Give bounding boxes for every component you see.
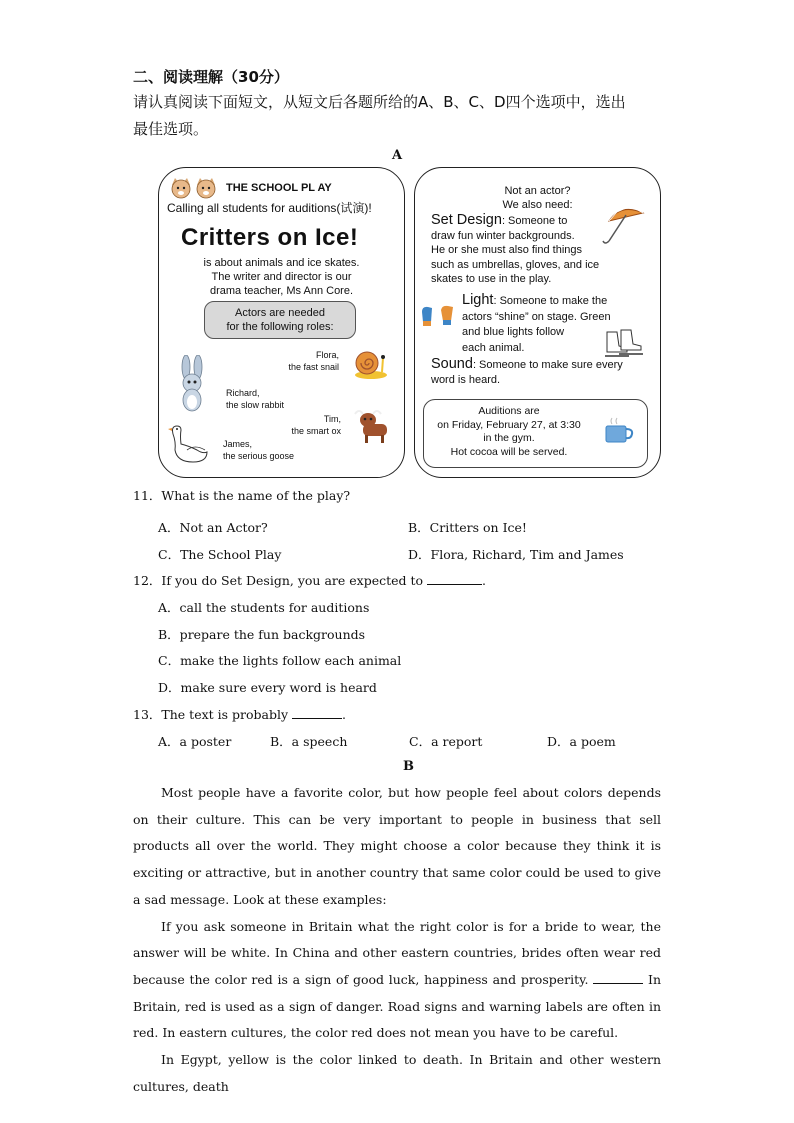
actors-needed-line: Actors are needed <box>235 307 325 319</box>
q13-stem-end: . <box>342 707 347 722</box>
goose-icon <box>167 420 211 471</box>
auditions-line: on Friday, February 27, at 3:30 <box>437 418 581 431</box>
set-design-line: : Someone to <box>501 215 568 227</box>
actors-needed-line: for the following roles: <box>226 321 334 333</box>
umbrella-icon <box>601 201 647 252</box>
section-title: 二、阅读理解（30分） <box>133 68 289 86</box>
q12-stem-text: 12．If you do Set Design, you are expected to <box>133 573 424 588</box>
play-description <box>159 256 404 298</box>
set-design-line: He or she must also find things <box>431 244 583 256</box>
sound-line: : Someone to make sure every <box>472 359 623 371</box>
auditions-line: Auditions are <box>478 405 540 417</box>
light-line: : Someone to make the <box>493 295 608 307</box>
q13-option-d[interactable]: D．a poem <box>547 734 616 749</box>
q12-stem-end: . <box>482 573 487 588</box>
sound-block <box>431 357 656 388</box>
desc-line: is about animals and ice skates. <box>203 257 360 269</box>
paragraph-2-part-1: If you ask someone in Britain what the right color is for a bride to wear, the answer will be white. In China and other eastern countries, brides often wear red because the color red is a sign of good luck, happiness and prosperity. <box>133 918 661 987</box>
set-design-line: such as umbrellas, gloves, and ice <box>431 258 600 271</box>
poster-left-panel <box>158 167 405 478</box>
q12-option-c[interactable]: C．make the lights follow each animal <box>158 653 402 668</box>
snail-icon <box>353 344 389 385</box>
instruction-line-1: 请认真阅读下面短文，从短文后各题所给的A、B、C、D四个选项中，选出 <box>133 93 626 111</box>
role-name: Flora, <box>315 350 339 360</box>
passage-b-body <box>133 780 661 1100</box>
ox-icon <box>351 406 391 451</box>
question-12-stem <box>133 571 486 589</box>
set-design-line: skates to use in the play. <box>431 273 552 285</box>
instruction-line-2: 最佳选项。 <box>133 120 209 138</box>
hot-cocoa-cup-icon <box>602 416 636 451</box>
passage-b-paragraph-3: In Egypt, yellow is the color linked to death. In Britain and other western cultures, death <box>133 1052 661 1094</box>
gloves-icon <box>419 304 457 339</box>
q11-option-a[interactable]: A．Not an Actor? <box>158 520 268 535</box>
q12-option-b[interactable]: B．prepare the fun backgrounds <box>158 627 366 642</box>
passage-a-label: A <box>392 148 403 163</box>
role-desc: the serious goose <box>223 451 295 461</box>
answer-blank[interactable] <box>292 708 342 719</box>
question-13-stem <box>133 705 346 723</box>
q11-option-c[interactable]: C．The School Play <box>158 547 282 562</box>
rabbit-icon <box>174 355 210 418</box>
paragraph-2-part-2: In Britain, red is used as a sign of danger. Road signs and warning labels are often in red. In eastern cultures, the color red does not mean you have to be careful. <box>133 971 662 1041</box>
q11-option-b[interactable]: B．Critters on Ice! <box>408 520 527 535</box>
auditions-line: Hot cocoa will be served. <box>450 445 568 458</box>
role-desc: the smart ox <box>291 426 341 436</box>
poster-right-panel <box>414 167 661 478</box>
desc-line: The writer and director is our <box>211 271 352 283</box>
auditions-line: in the gym. <box>483 432 535 444</box>
q11-option-d[interactable]: D．Flora, Richard, Tim and James <box>408 547 624 562</box>
light-line: each animal. <box>462 341 525 354</box>
role-name: Tim, <box>323 414 341 424</box>
role-desc: the fast snail <box>288 362 339 372</box>
q13-option-c[interactable]: C．a report <box>409 734 483 749</box>
not-actor-text: Not an actor? <box>504 185 571 197</box>
poster-calling: Calling all students for auditions(试演)! <box>167 201 372 215</box>
light-line: actors “shine” on stage. Green <box>462 310 611 323</box>
q13-stem-text: 13．The text is probably <box>133 707 289 722</box>
also-need-text: We also need: <box>502 199 573 211</box>
q13-option-b[interactable]: B．a speech <box>270 734 348 749</box>
q13-option-a[interactable]: A．a poster <box>158 734 232 749</box>
answer-blank[interactable] <box>593 973 643 984</box>
role-name: James, <box>223 439 253 449</box>
passage-b-paragraph-1: Most people have a favorite color, but how people feel about colors depends on their culture. This can be very important to people in business that sell products all over the world. They might choose a color because they think it is exciting or attractive, but in another country that same color could be used to give a sad message. Look at these examples: <box>133 785 661 907</box>
role-james <box>223 438 294 462</box>
role-flora <box>279 349 339 373</box>
actors-needed-box <box>204 301 356 339</box>
passage-b-paragraph-2 <box>133 914 661 1048</box>
desc-line: drama teacher, Ms Ann Core. <box>209 285 354 297</box>
auditions-box <box>423 399 648 468</box>
role-desc: the slow rabbit <box>226 400 285 410</box>
sound-label: Sound <box>431 356 473 372</box>
set-design-line: draw fun winter backgrounds. <box>431 229 575 242</box>
question-11-stem: 11．What is the name of the play? <box>133 488 351 503</box>
passage-b-label: B <box>403 759 414 774</box>
role-tim <box>279 413 341 437</box>
role-richard <box>226 387 284 411</box>
play-title: Critters on Ice! <box>181 224 359 251</box>
q12-option-a[interactable]: A．call the students for auditions <box>158 600 370 615</box>
poster-header: THE SCHOOL PL AY <box>226 182 332 194</box>
answer-blank[interactable] <box>427 574 482 585</box>
role-name: Richard, <box>226 388 260 398</box>
q12-option-d[interactable]: D．make sure every word is heard <box>158 680 377 695</box>
light-label: Light <box>462 292 494 308</box>
light-line: and blue lights follow <box>462 326 565 338</box>
set-design-label: Set Design <box>431 212 502 228</box>
sound-line: word is heard. <box>431 374 501 386</box>
